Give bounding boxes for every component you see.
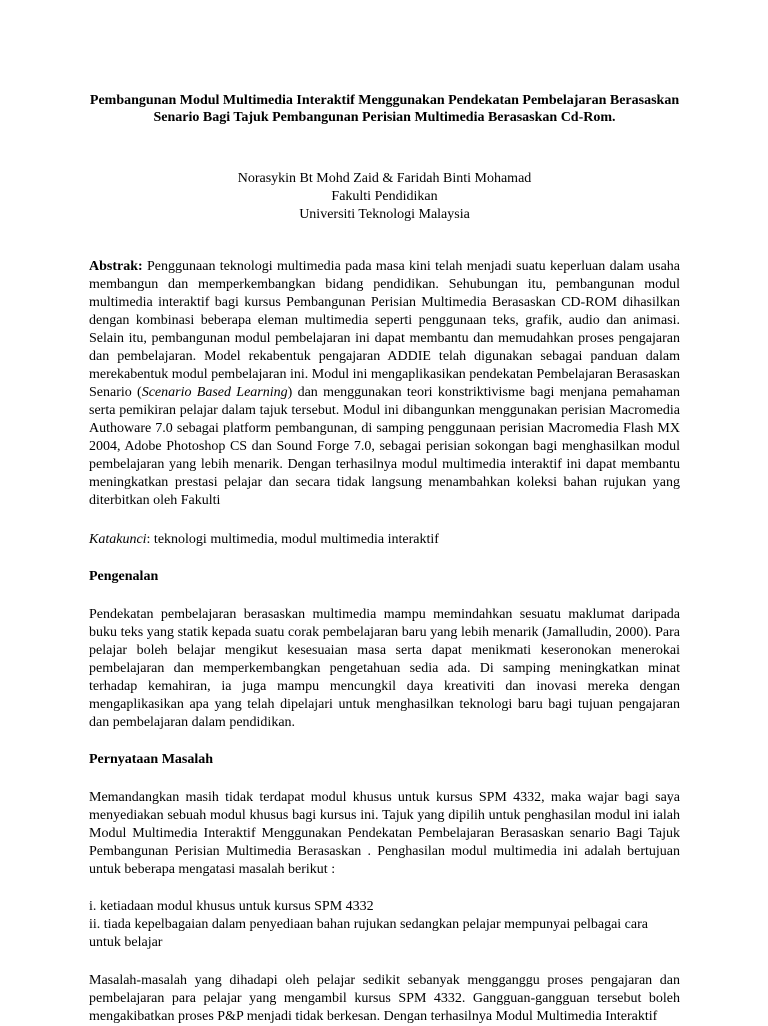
paper-title-line-1: Pembangunan Modul Multimedia Interaktif Menggunakan Pendekatan Pembelajaran Berasaskan bbox=[89, 93, 680, 108]
author-names: Norasykin Bt Mohd Zaid & Faridah Binti Mohamad bbox=[237, 171, 532, 186]
keywords-label: Katakunci bbox=[89, 532, 147, 547]
problem-heading: Pernyataan Masalah bbox=[89, 752, 214, 767]
intro-heading: Pengenalan bbox=[89, 569, 159, 584]
paper-title bbox=[89, 92, 680, 126]
abstract-paragraph bbox=[89, 258, 680, 510]
list-item: i. ketiadaan modul khusus untuk kursus SPM 4332 bbox=[89, 899, 374, 914]
abstract-label: Abstrak: bbox=[89, 259, 143, 274]
author-faculty: Fakulti Pendidikan bbox=[331, 189, 438, 204]
author-block bbox=[89, 170, 680, 224]
author-university: Universiti Teknologi Malaysia bbox=[299, 207, 470, 222]
paper-title-line-2: Senario Bagi Tajuk Pembangunan Perisian Multimedia Berasaskan Cd-Rom. bbox=[153, 110, 616, 125]
keywords-paragraph bbox=[89, 531, 680, 549]
closing-paragraph: Masalah-masalah yang dihadapi oleh pelajar sedikit sebanyak mengganggu proses pengajaran dan pembelajaran para pelajar yang mengambil kursus SPM 4332. Gangguan-gangguan tersebut boleh mengakibatkan proses P&P menjadi tidak berkesan. Dengan terhasilnya Modul Multimedia Interaktif bbox=[89, 973, 680, 1024]
intro-paragraph: Pendekatan pembelajaran berasaskan multimedia mampu memindahkan sesuatu maklumat daripada buku teks yang statik kepada suatu corak pembelajaran baru yang lebih menarik (Jamalludin, 2000). Para pelajar boleh belajar mengikut kesesuaian masa serta dapat menikmati keseronokan menerokai pembelajaran dan memperkembangkan pengetahuan sedia ada. Di samping meningkatkan minat terhadap kemahiran, ia juga mampu mencungkil daya kreativiti dan inovasi mereka dengan mengaplikasikan apa yang telah dipelajari untuk menghasilkan teknologi baru bagi tujuan pengajaran dan pembelajaran dalam pendidikan. bbox=[89, 607, 680, 730]
list-item: ii. tiada kepelbagaian dalam penyediaan bahan rujukan sedangkan pelajar mempunyai pelbagai cara untuk belajar bbox=[89, 917, 648, 950]
keywords-text: : teknologi multimedia, modul multimedia interaktif bbox=[146, 532, 439, 547]
problem-paragraph: Memandangkan masih tidak terdapat modul khusus untuk kursus SPM 4332, maka wajar bagi saya menyediakan sebuah modul khusus bagi kursus ini. Tajuk yang dipilih untuk penghasilan modul ini ialah Modul Multimedia Interaktif Menggunakan Pendekatan Pembelajaran Berasaskan senario Bagi Tajuk Pembangunan Perisian Multimedia Berasaskan . Penghasilan modul multimedia ini adalah bertujuan untuk beberapa mengatasi masalah berikut : bbox=[89, 790, 680, 877]
abstract-text-part-1: Penggunaan teknologi multimedia pada masa kini telah menjadi suatu keperluan dalam usaha membangun dan memperkembangkan bidang pendidikan. Sehubungan itu, pembangunan modul multimedia interaktif bagi kursus Pembangunan Perisian Multimedia Berasaskan CD-ROM dihasilkan dengan kombinasi beberapa eleman multimedia seperti penggunaan teks, grafik, audio dan animasi. Selain itu, pembangunan modul pembelajaran ini dapat membantu dan memudahkan proses pengajaran dan pembelajaran. Model rekabentuk pengajaran ADDIE telah digunakan sebagai panduan dalam merekabentuk modul pembelajaran ini. Modul ini mengaplikasikan pendekatan Pembelajaran Berasaskan Senario ( bbox=[89, 259, 680, 400]
abstract-text-part-2: ) dan menggunakan teori konstriktivisme bagi menjana pemahaman serta pemikiran pelajar dalam tajuk tersebut. Modul ini dibangunkan menggunakan perisian Macromedia Authoware 7.0 sebagai platform pembangunan, di samping penggunaan perisian Macromedia Flash MX 2004, Adobe Photoshop CS dan Sound Forge 7.0, sebagai perisian sokongan bagi menghasilkan modul pembelajaran yang lebih menarik. Dengan terhasilnya modul multimedia interaktif ini dapat membantu meningkatkan prestasi pelajar dan secara tidak langsung menambahkan koleksi bahan rujukan yang diterbitkan oleh Fakulti bbox=[89, 385, 680, 508]
problem-list bbox=[89, 898, 680, 952]
abstract-italic-term: Scenario Based Learning bbox=[141, 385, 288, 400]
